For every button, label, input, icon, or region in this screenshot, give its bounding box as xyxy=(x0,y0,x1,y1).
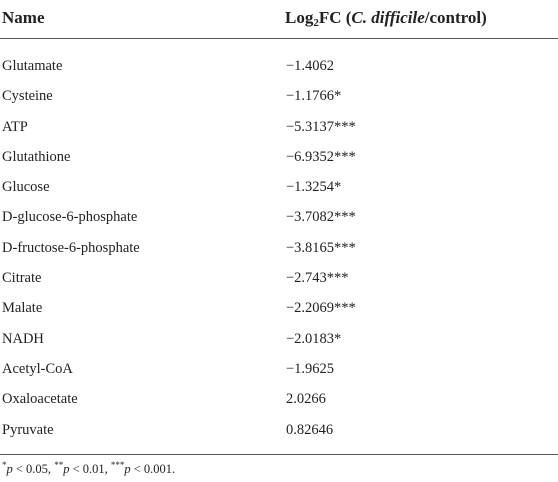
table-row xyxy=(0,234,558,264)
row-value: −2.0183* xyxy=(286,330,342,347)
row-value: −1.4062 xyxy=(286,58,335,74)
table-row xyxy=(0,173,558,203)
table-row xyxy=(0,113,558,143)
header-name: Name xyxy=(2,8,45,27)
row-value: 0.82646 xyxy=(286,421,334,438)
table-row xyxy=(0,325,558,355)
row-value: 2.0266 xyxy=(286,391,326,408)
row-value: −3.8165*** xyxy=(286,239,356,256)
row-name: D-fructose-6-phosphate xyxy=(2,239,140,256)
row-name: Glucose xyxy=(2,179,50,196)
table-row xyxy=(0,143,558,173)
row-name: D-glucose-6-phosphate xyxy=(2,209,138,226)
table-row xyxy=(0,385,558,415)
row-name: NADH xyxy=(2,330,44,347)
table-row xyxy=(0,294,558,324)
row-name: Pyruvate xyxy=(2,421,54,438)
footer-rule xyxy=(0,454,558,455)
table-header xyxy=(0,0,558,38)
row-value: −1.9625 xyxy=(286,360,335,377)
table-row xyxy=(0,355,558,385)
row-name: Glutamate xyxy=(2,58,63,74)
table-row xyxy=(0,416,558,446)
row-name: Acetyl-CoA xyxy=(2,360,73,377)
table-row xyxy=(0,82,558,112)
row-name: Malate xyxy=(2,300,43,317)
row-name: Glutathione xyxy=(2,148,71,165)
row-name: Cysteine xyxy=(2,88,53,105)
row-name: Oxaloacetate xyxy=(2,391,78,408)
table-row xyxy=(0,264,558,294)
row-name: ATP xyxy=(2,118,28,135)
row-name: Citrate xyxy=(2,270,42,287)
row-value: −2.2069*** xyxy=(286,300,356,317)
row-value: −3.7082*** xyxy=(286,209,356,226)
header-log2fc: Log$_2$FC (C. difficile/control) xyxy=(285,8,487,29)
table-body xyxy=(0,52,558,446)
table-footnote: *p < 0.05, **p < 0.01, ***p < 0.001. xyxy=(2,460,176,477)
table-row xyxy=(0,203,558,233)
row-value: −6.9352*** xyxy=(286,148,356,165)
row-value: −1.1766* xyxy=(286,88,342,105)
row-value: −1.3254* xyxy=(286,179,342,196)
row-value: −5.3137*** xyxy=(286,118,356,135)
row-value: −2.743*** xyxy=(286,270,349,287)
table-row xyxy=(0,52,558,82)
header-rule xyxy=(0,38,558,39)
